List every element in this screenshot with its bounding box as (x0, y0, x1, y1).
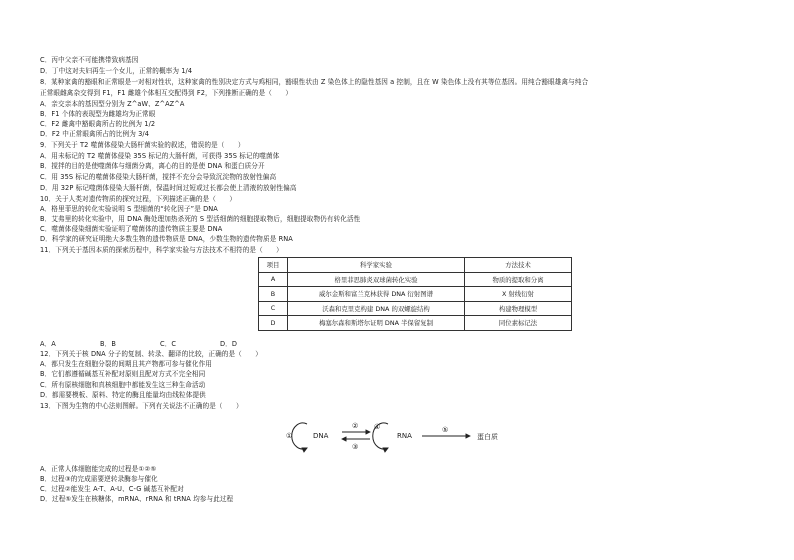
table-row (259, 287, 572, 302)
table-header-row (259, 258, 572, 273)
q12-stem: 12．下列关于核 DNA 分子的复制、转录、翻译的比较，正确的是（ ） (40, 350, 262, 358)
table-cell-experiment: 梅塞尔森和斯塔尔证明 DNA 半保留复制 (288, 316, 465, 331)
q9-option-d: D．用 32P 标记噬菌体侵染大肠杆菌，保温时间过短或过长都会使上清液的放射性偏高 (40, 184, 297, 192)
q7-option-c: C．丙中父亲不可能携带致病基因 (40, 56, 139, 64)
q8-option-b: B．F1 个体的表现型为雌雄均为正常眼 (40, 110, 156, 118)
process-4-label: ④ (374, 423, 381, 431)
table-cell-item: D (259, 316, 288, 331)
q10-option-b: B．艾弗里的转化实验中，用 DNA 酶处理加热杀死的 S 型活细菌的细胞提取物后，细胞提取物仍有转化活性 (40, 215, 361, 223)
q11-table (258, 257, 572, 331)
table-cell-item: A (259, 272, 288, 287)
table-header-item: 项目 (259, 258, 288, 273)
q13-option-b: B．过程③的完成需要逆转录酶参与催化 (40, 475, 158, 483)
table-cell-experiment: 格里菲思肺炎双球菌转化实验 (288, 272, 465, 287)
table-cell-method: 构建物理模型 (465, 301, 572, 316)
q11-stem: 11．下列关于基因本质的探索历程中，科学家实验与方法技术不相符的是（ ） (40, 246, 283, 254)
q8-option-a: A．亲交亲本的基因型分别为 Z^aW、Z^AZ^A (40, 100, 185, 108)
dna-label: DNA (313, 432, 329, 440)
q11-option-b: B．B (100, 340, 116, 348)
table-cell-experiment: 威尔金斯和富兰克林获得 DNA 衍射图谱 (288, 287, 465, 302)
central-dogma-diagram (280, 412, 500, 462)
q10-option-a: A．格里菲思的转化实验说明 S 型细菌的“转化因子”是 DNA (40, 205, 218, 213)
q13-option-a: A．正常人体细胞能完成的过程是①②⑤ (40, 465, 157, 473)
table-cell-item: B (259, 287, 288, 302)
q13-stem: 13．下图为生物的中心法则图解。下列有关说法不正确的是（ ） (40, 402, 243, 410)
q9-stem: 9．下列关于 T2 噬菌体侵染大肠杆菌实验的叙述，错误的是（ ） (40, 141, 245, 149)
table-row (259, 272, 572, 287)
q8-option-d: D．F2 中正常眼禽所占的比例为 3/4 (40, 130, 149, 138)
q13-option-d: D．过程⑤发生在核糖体，mRNA、rRNA 和 tRNA 均参与此过程 (40, 495, 234, 503)
q12-option-a: A．都只发生在细胞分裂的间期且其产物都可参与催化作用 (40, 360, 212, 368)
table-cell-experiment: 沃森和克里克构建 DNA 的双螺旋结构 (288, 301, 465, 316)
q10-stem: 10．关于人类对遗传物质的探究过程，下列描述正确的是（ ） (40, 195, 237, 203)
table-header-method: 方法技术 (465, 258, 572, 273)
table-cell-method: 物质的提取和分离 (465, 272, 572, 287)
q9-option-b: B．搅拌的目的是使噬菌体与细菌分离，离心的目的是使 DNA 和蛋白质分开 (40, 162, 265, 170)
q9-option-c: C．用 35S 标记的噬菌体侵染大肠杆菌，搅拌不充分会导致沉淀物的放射性偏高 (40, 173, 277, 181)
q8-stem-line2: 正常眼雌禽杂交得到 F1，F1 雌雄个体相互交配得到 F2，下列推断正确的是（ ） (40, 89, 293, 97)
table-row (259, 316, 572, 331)
table-cell-item: C (259, 301, 288, 316)
process-5-label: ⑤ (442, 426, 449, 434)
q11-option-d: D．D (220, 340, 238, 348)
table-cell-method: 同位素标记法 (465, 316, 572, 331)
q12-option-c: C．所有原核细胞和真核细胞中都能发生这三种生命活动 (40, 381, 206, 389)
q11-options (40, 340, 280, 348)
q11-option-a: A．A (40, 340, 56, 348)
table-cell-method: X 射线衍射 (465, 287, 572, 302)
q11-option-c: C．C (160, 340, 177, 348)
table-header-experiment: 科学家实验 (288, 258, 465, 273)
process-1-label: ① (286, 432, 293, 440)
rna-label: RNA (397, 432, 412, 440)
q12-option-b: B．它们都遵循碱基互补配对原则且配对方式不完全相同 (40, 370, 206, 378)
q9-option-a: A．用未标记的 T2 噬菌体侵染 35S 标记的大肠杆菌，可获得 35S 标记的噬菌体 (40, 152, 280, 160)
q12-option-d: D．都需要模板、原料、特定的酶且能量均由线粒体提供 (40, 391, 206, 399)
table-row (259, 301, 572, 316)
replication-loop-arrow (292, 423, 307, 449)
q7-option-d: D．丁中这对夫妇再生一个女儿，正常的概率为 1/4 (40, 67, 193, 75)
protein-label: 蛋白质 (477, 433, 498, 441)
q8-option-c: C．F2 雌禽中豁眼禽所占的比例为 1/2 (40, 120, 156, 128)
q10-option-d: D．科学家的研究证明绝大多数生物的遗传物质是 DNA，少数生物的遗传物质是 RNA (40, 235, 293, 243)
process-3-label: ③ (352, 443, 359, 451)
process-2-label: ② (352, 422, 359, 430)
q10-option-c: C．噬菌体侵染细菌实验证明了噬菌体的遗传物质主要是 DNA (40, 225, 223, 233)
q8-stem-line1: 8．某种家禽的豁眼和正常眼是一对相对性状，这种家禽的性别决定方式与鸡相同，豁眼性状由 Z 染色体上的隐性基因 a 控制，且在 W 染色体上没有其等位基因。用纯合豁眼雄禽与纯合 (40, 78, 589, 86)
q13-option-c: C．过程②能发生 A-T、A-U、C-G 碱基互补配对 (40, 485, 184, 493)
